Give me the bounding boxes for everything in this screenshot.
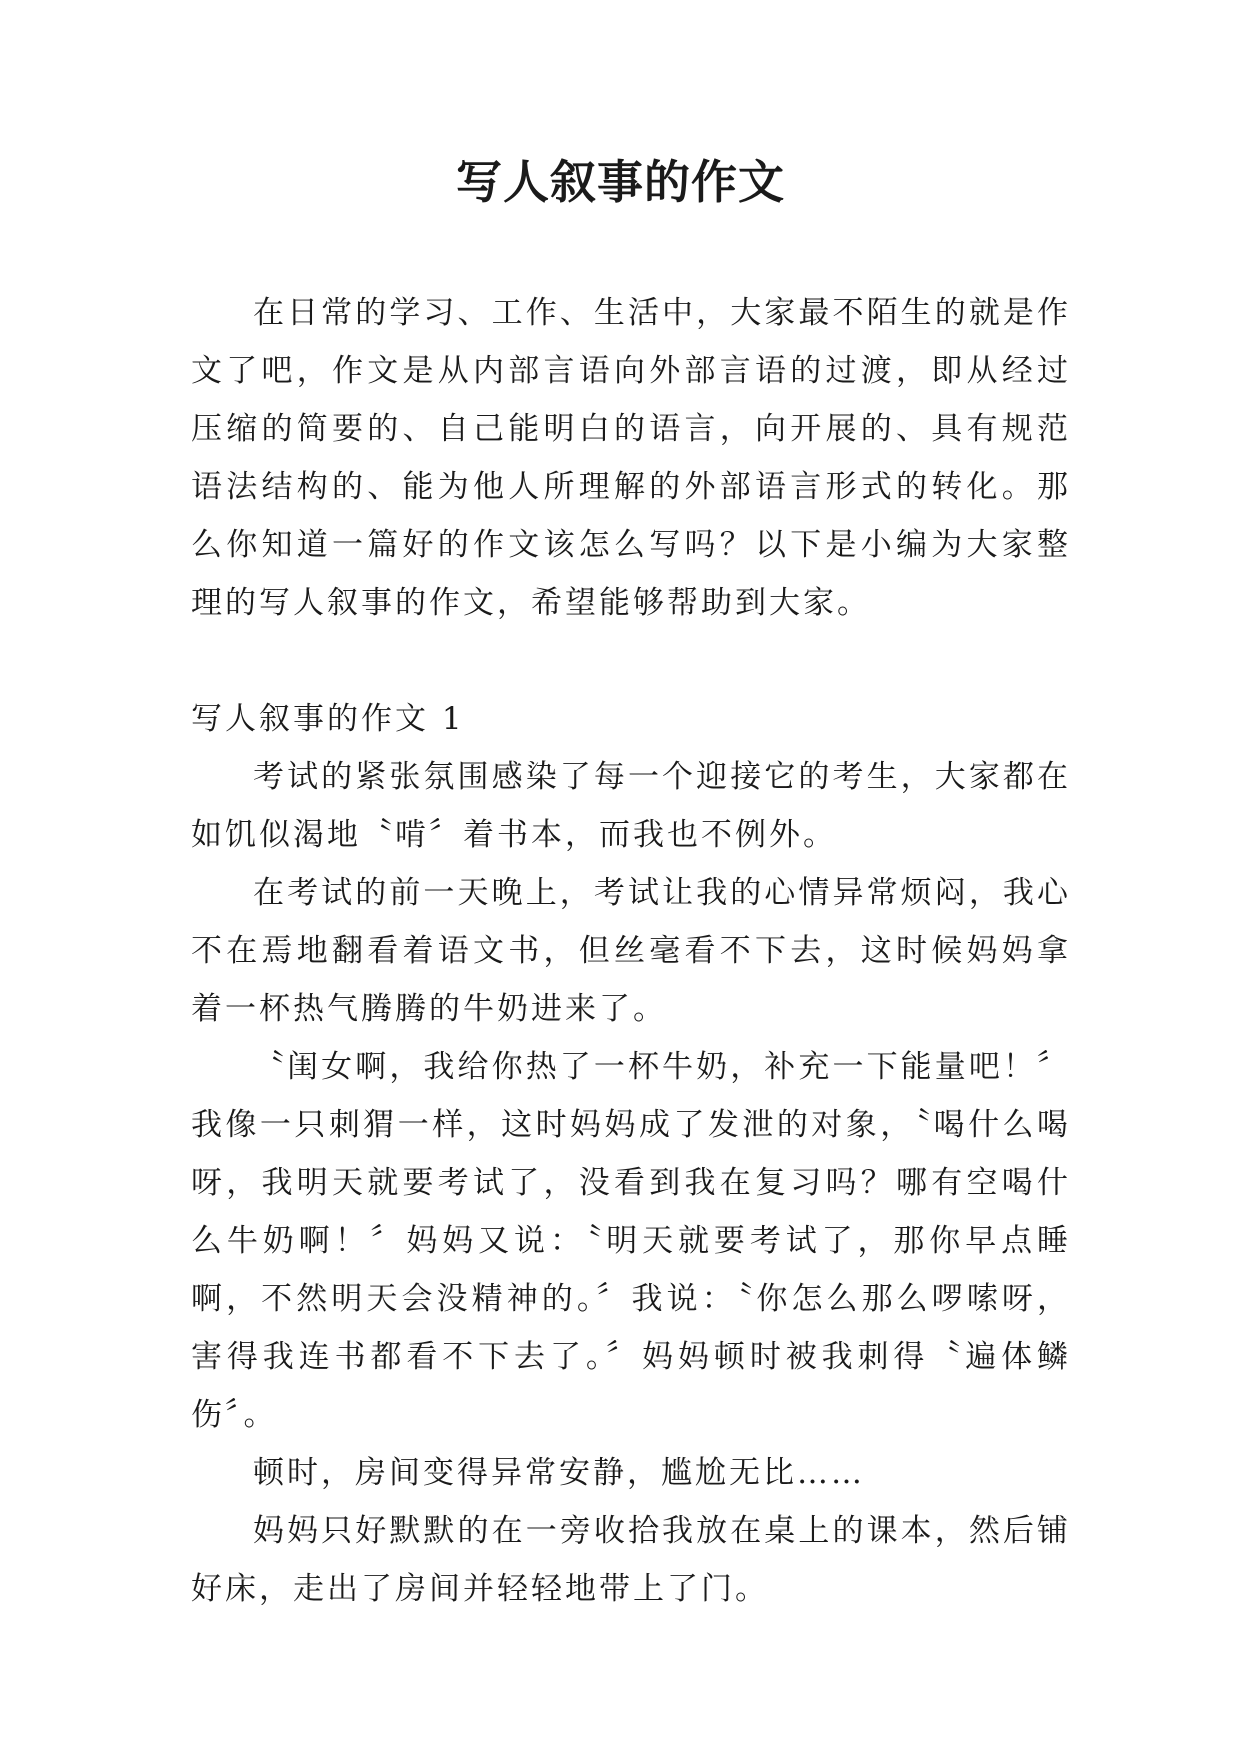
body-paragraph: 〝闺女啊，我给你热了一杯牛奶，补充一下能量吧！〞我像一只刺猬一样，这时妈妈成了发泄的对象，〝喝什么喝呀，我明天就要考试了，没看到我在复习吗？哪有空喝什么牛奶啊！〞妈妈又说：〝明天就要考试了，那你早点睡啊，不然明天会没精神的。〞我说：〝你怎么那么啰嗦呀，害得我连书都看不下去了。〞妈妈顿时被我刺得〝遍体鳞伤〞。 (191, 1049, 1071, 1433)
body-paragraph: 妈妈只好默默的在一旁收拾我放在桌上的课本，然后铺好床，走出了房间并轻轻地带上了门。 (191, 1513, 1071, 1607)
body-paragraph: 顿时，房间变得异常安静，尴尬无比…… (253, 1455, 865, 1491)
document-body (191, 284, 1071, 1618)
intro-paragraph: 在日常的学习、工作、生活中，大家最不陌生的就是作文了吧，作文是从内部言语向外部言语的过渡，即从经过压缩的简要的、自己能明白的语言，向开展的、具有规范语法结构的、能为他人所理解的外部语言形式的转化。那么你知道一篇好的作文该怎么写吗？以下是小编为大家整理的写人叙事的作文，希望能够帮助到大家。 (191, 295, 1071, 621)
body-paragraph: 考试的紧张氛围感染了每一个迎接它的考生，大家都在如饥似渴地〝啃〞着书本，而我也不例外。 (191, 759, 1071, 853)
body-paragraph: 在考试的前一天晚上，考试让我的心情异常烦闷，我心不在焉地翻看着语文书，但丝毫看不下去，这时候妈妈拿着一杯热气腾腾的牛奶进来了。 (191, 875, 1071, 1027)
section-title: 写人叙事的作文 1 (191, 701, 465, 737)
document-title: 写人叙事的作文 (456, 155, 785, 209)
